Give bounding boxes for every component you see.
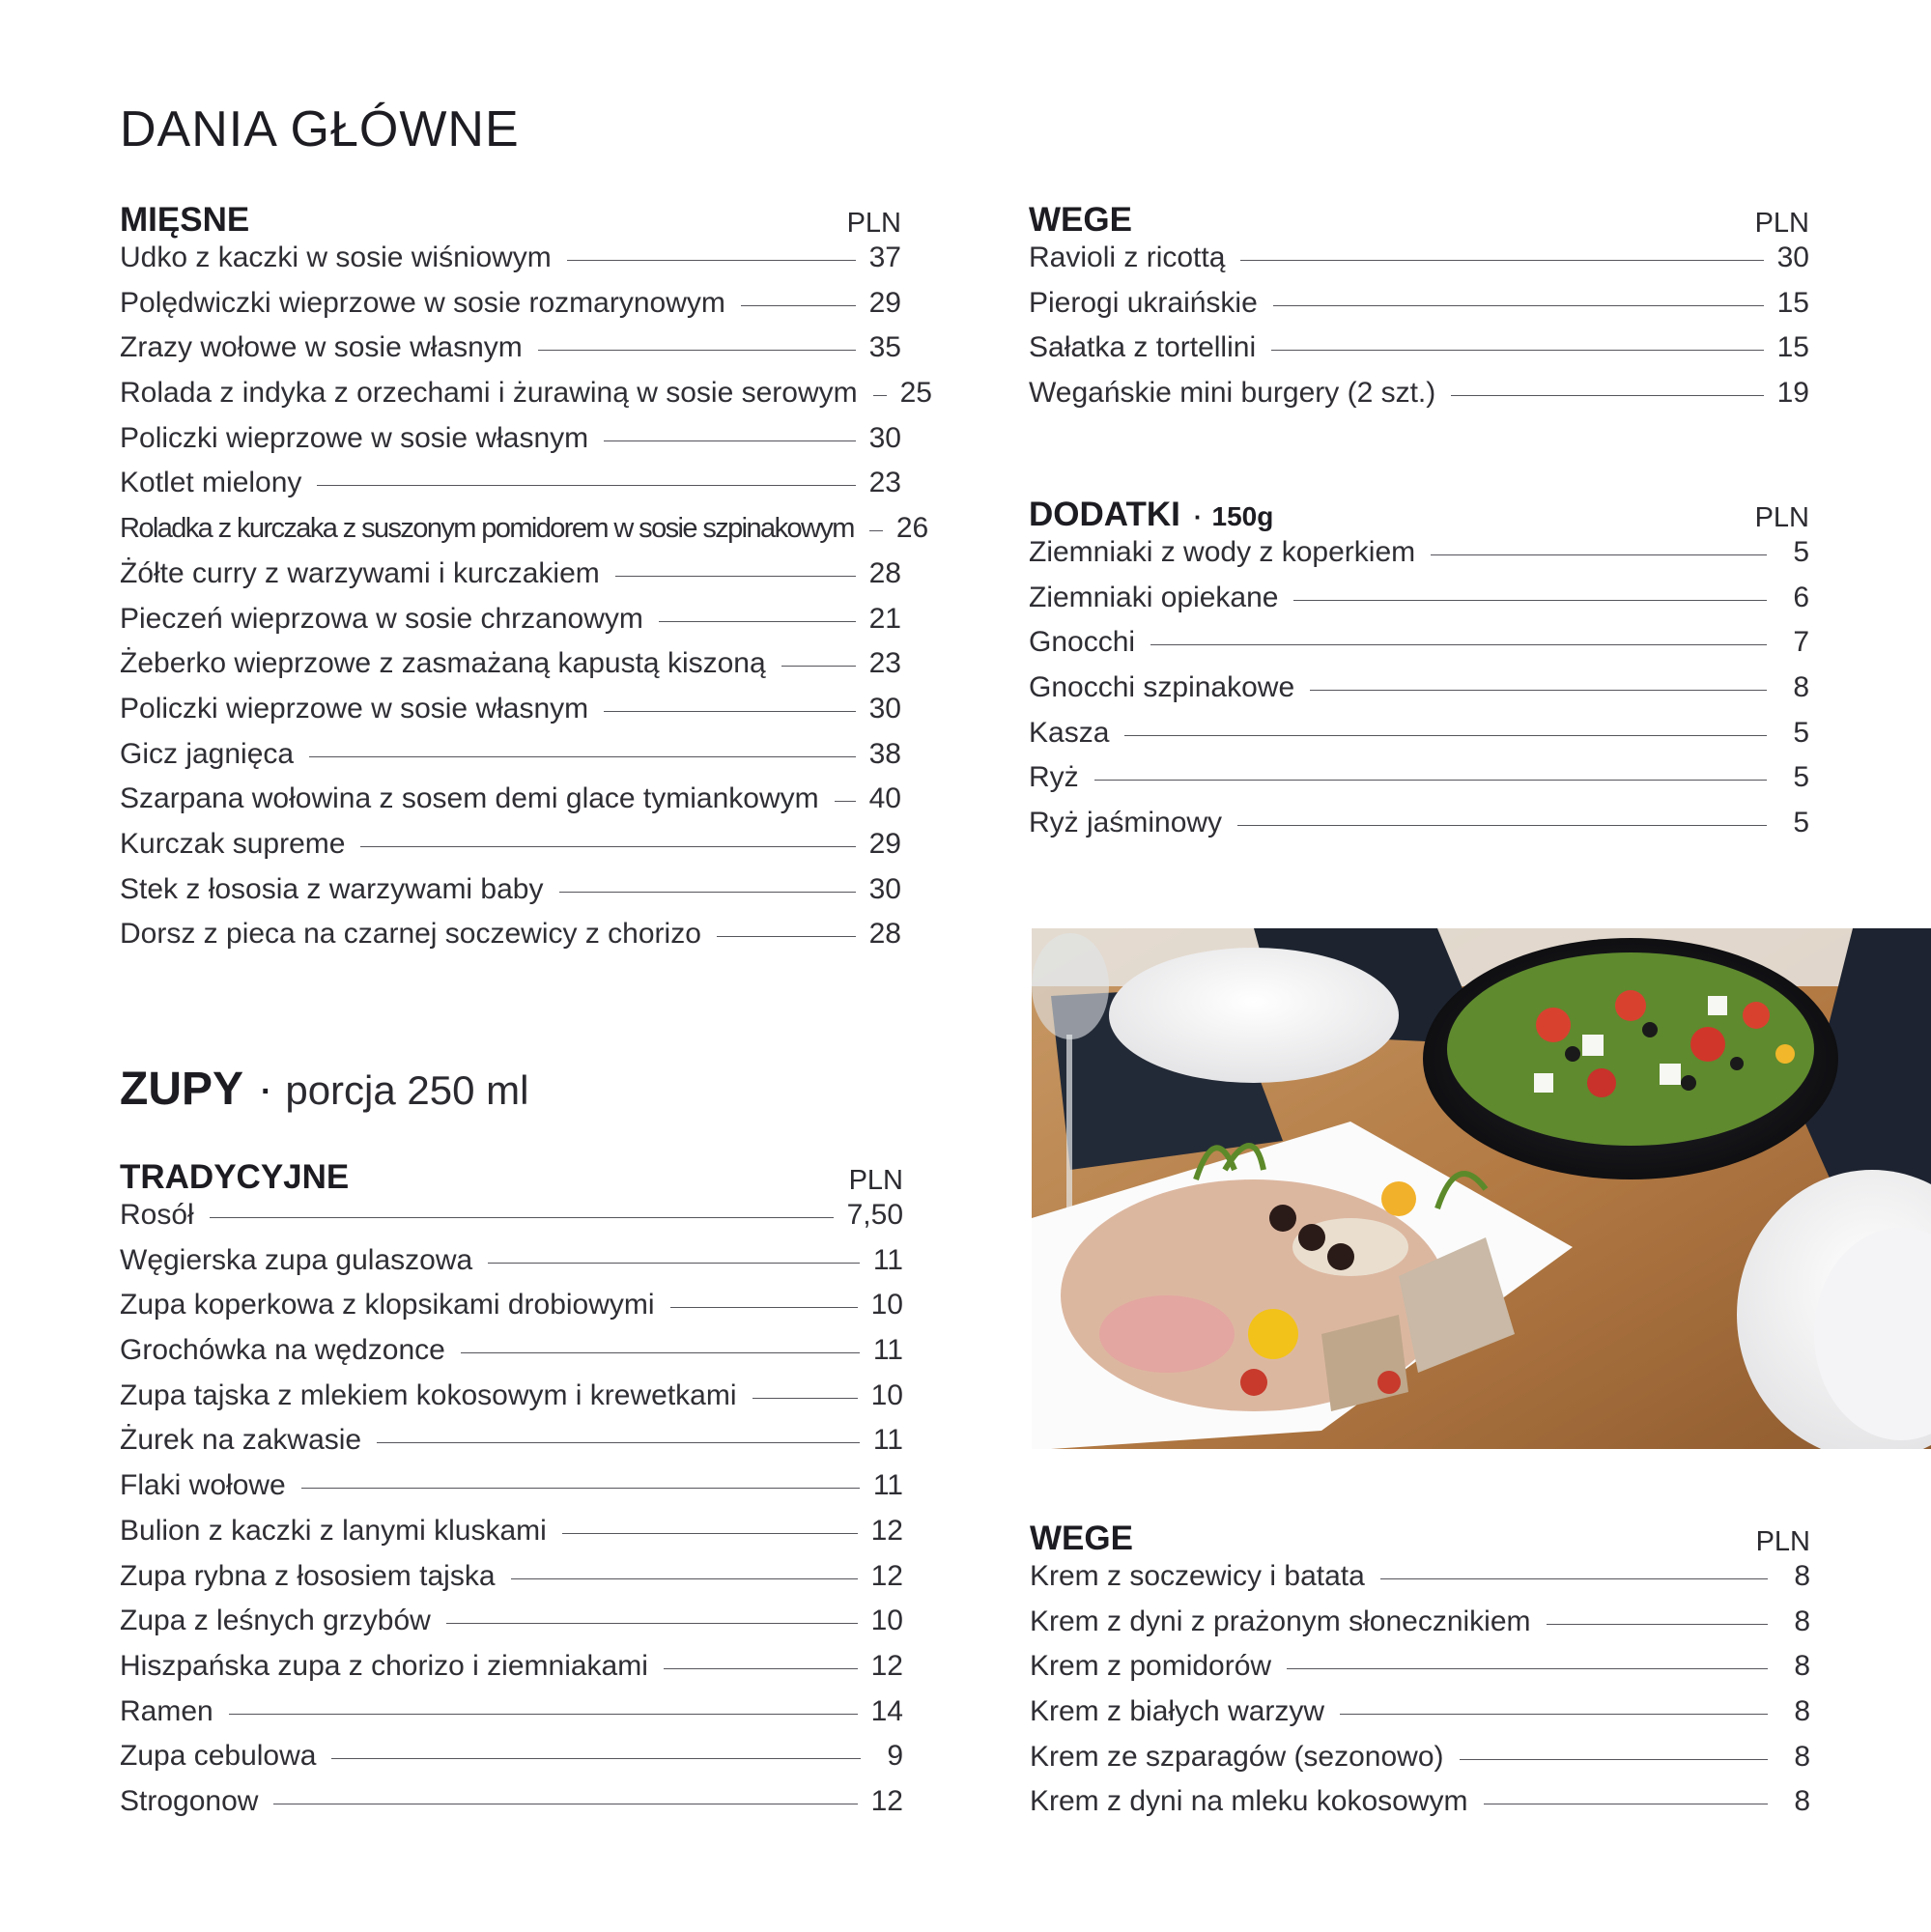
food-photo	[1032, 928, 1931, 1449]
menu-item-row	[120, 918, 901, 963]
dish-price: 29	[868, 286, 901, 319]
dotted-leader	[781, 666, 856, 667]
menu-item-row	[1030, 1560, 1810, 1605]
vegetarian-main-section	[1029, 195, 1809, 422]
menu-item-row	[1030, 1695, 1810, 1741]
dish-price: 8	[1794, 1650, 1810, 1683]
dotted-leader	[1237, 825, 1767, 826]
currency-label: PLN	[846, 208, 901, 239]
dish-price: 10	[870, 1378, 903, 1411]
dotted-leader	[604, 440, 855, 441]
dish-price: 38	[868, 737, 901, 770]
menu-item-row	[1029, 331, 1809, 377]
dish-price: 30	[1776, 242, 1809, 273]
menu-item-row	[1029, 287, 1809, 332]
menu-item-row	[120, 1244, 903, 1290]
dish-name: Ravioli z ricottą	[1029, 242, 1226, 273]
dish-name: Zupa rybna z łososiem tajska	[120, 1559, 496, 1592]
menu-item-row	[120, 603, 901, 648]
vegetarian-soups-header	[1030, 1514, 1810, 1558]
dish-name: Stek z łososia z warzywami baby	[120, 872, 544, 905]
menu-item-row	[1029, 807, 1809, 852]
separator-dot: ·	[261, 1072, 272, 1110]
dish-price: 9	[887, 1740, 903, 1773]
dish-name: Krem z pomidorów	[1030, 1650, 1272, 1683]
dish-price: 8	[1794, 1605, 1810, 1637]
dish-name: Udko z kaczki w sosie wiśniowym	[120, 242, 552, 273]
menu-item-row	[120, 1785, 903, 1831]
menu-item-row	[120, 828, 901, 873]
dotted-leader	[873, 395, 887, 396]
dish-price: 30	[868, 872, 901, 905]
dish-name: Krem z dyni na mleku kokosowym	[1030, 1785, 1468, 1818]
dotted-leader	[562, 1533, 858, 1534]
dotted-leader	[488, 1263, 860, 1264]
dish-name: Szarpana wołowina z sosem demi glace tymiankowym	[120, 782, 819, 815]
menu-item-row	[1029, 242, 1809, 287]
dish-price: 30	[868, 692, 901, 724]
dish-price: 15	[1776, 286, 1809, 319]
dish-name: Rosół	[120, 1199, 194, 1231]
soups-section-title	[120, 1063, 528, 1116]
menu-item-row	[1029, 761, 1809, 807]
menu-item-row	[120, 1650, 903, 1695]
dish-price: 11	[872, 1334, 903, 1367]
menu-item-row	[120, 422, 901, 468]
dish-name: Gicz jagnięca	[120, 737, 295, 770]
dish-name: Żółte curry z warzywami i kurczakiem	[120, 556, 600, 589]
menu-item-row	[120, 1740, 903, 1785]
currency-label: PLN	[848, 1165, 903, 1196]
dish-price: 15	[1776, 331, 1809, 364]
dotted-leader	[309, 756, 856, 757]
menu-item-row	[120, 873, 901, 919]
dish-price: 8	[1794, 1560, 1810, 1592]
dish-name: Pierogi ukraińskie	[1029, 286, 1258, 319]
menu-item-row	[1030, 1785, 1810, 1831]
dish-price: 25	[899, 377, 932, 410]
dish-name: Ramen	[120, 1694, 213, 1727]
dotted-leader	[1240, 260, 1763, 261]
section-heading: TRADYCYJNE	[120, 1158, 350, 1196]
menu-item-row	[1030, 1650, 1810, 1695]
dotted-leader	[1431, 554, 1767, 555]
dish-price: 11	[872, 1243, 903, 1276]
section-heading: WEGE	[1030, 1520, 1133, 1557]
menu-item-row	[1029, 717, 1809, 762]
dish-price: 19	[1776, 377, 1809, 410]
dotted-leader	[1271, 350, 1764, 351]
dish-price: 5	[1793, 536, 1809, 568]
dotted-leader	[1293, 600, 1767, 601]
dish-name: Dorsz z pieca na czarnej soczewicy z chorizo	[120, 918, 701, 951]
currency-label: PLN	[1754, 208, 1809, 239]
portion-size: porcja 250 ml	[285, 1067, 529, 1113]
dotted-leader	[1150, 644, 1767, 645]
dotted-leader	[538, 350, 856, 351]
dotted-leader	[331, 1758, 861, 1759]
dish-name: Bulion z kaczki z lanymi kluskami	[120, 1514, 547, 1547]
menu-item-row	[1029, 377, 1809, 422]
dish-name: Sałatka z tortellini	[1029, 331, 1257, 364]
dish-name: Krem z białych warzyw	[1030, 1695, 1325, 1728]
dish-name: Ryż jaśminowy	[1029, 807, 1223, 839]
dish-name: Ryż	[1029, 761, 1079, 794]
dotted-leader	[559, 892, 856, 893]
dish-price: 7,50	[846, 1199, 903, 1231]
menu-item-row	[120, 467, 901, 512]
dotted-leader	[741, 305, 856, 306]
dotted-leader	[659, 621, 856, 622]
dotted-leader	[567, 260, 856, 261]
dish-price: 37	[868, 242, 901, 273]
dotted-leader	[604, 711, 855, 712]
dotted-leader	[317, 485, 855, 486]
dish-price: 11	[872, 1424, 903, 1457]
dish-name: Krem z soczewicy i batata	[1030, 1560, 1365, 1592]
dish-price: 40	[868, 782, 901, 815]
dish-name: Policzki wieprzowe w sosie własnym	[120, 692, 589, 724]
menu-item-row	[120, 738, 901, 783]
dish-name: Ziemniaki z wody z koperkiem	[1029, 536, 1416, 568]
dish-name: Żeberko wieprzowe z zasmażaną kapustą kiszoną	[120, 647, 766, 680]
dish-name: Wegańskie mini burgery (2 szt.)	[1029, 377, 1436, 410]
menu-item-row	[120, 782, 901, 828]
currency-label: PLN	[1754, 502, 1809, 533]
dish-name: Węgierska zupa gulaszowa	[120, 1243, 473, 1276]
dish-price: 35	[868, 331, 901, 364]
section-heading: MIĘSNE	[120, 201, 250, 239]
dotted-leader	[664, 1668, 858, 1669]
menu-item-row	[120, 1334, 903, 1379]
dotted-leader	[1094, 780, 1767, 781]
dish-price: 26	[895, 512, 929, 545]
dish-name: Gnocchi	[1029, 626, 1136, 659]
dish-price: 5	[1793, 761, 1809, 794]
menu-item-row	[120, 1469, 903, 1515]
dish-name: Roladka z kurczaka z suszonym pomidorem w sosie szpinakowym	[120, 513, 854, 545]
dish-name: Grochówka na wędzonce	[120, 1334, 445, 1367]
food-photo-illustration	[1032, 928, 1931, 1449]
vegetarian-soups-list	[1030, 1560, 1810, 1831]
dish-name: Rolada z indyka z orzechami i żurawiną w sosie serowym	[120, 377, 858, 410]
dish-price: 12	[870, 1649, 903, 1682]
dotted-leader	[835, 801, 856, 802]
dish-price: 14	[870, 1694, 903, 1727]
dish-price: 29	[868, 827, 901, 860]
menu-item-row	[120, 1605, 903, 1650]
dish-price: 7	[1793, 626, 1809, 659]
vegetarian-soups-section	[1030, 1514, 1810, 1831]
dish-price: 12	[870, 1784, 903, 1817]
dish-name: Kurczak supreme	[120, 827, 346, 860]
dotted-leader	[717, 936, 856, 937]
dotted-leader	[1340, 1714, 1768, 1715]
dish-price: 5	[1793, 807, 1809, 839]
dotted-leader	[615, 576, 856, 577]
dish-price: 28	[868, 556, 901, 589]
dotted-leader	[1451, 395, 1763, 396]
dish-price: 10	[870, 1289, 903, 1321]
dish-price: 10	[870, 1605, 903, 1637]
vegetarian-main-list	[1029, 242, 1809, 422]
section-heading: WEGE	[1029, 201, 1132, 239]
dotted-leader	[753, 1398, 858, 1399]
meat-dishes-list	[120, 242, 932, 963]
menu-item-row	[120, 1695, 903, 1741]
dish-name: Krem ze szparagów (sezonowo)	[1030, 1740, 1444, 1773]
side-dishes-list	[1029, 536, 1809, 852]
dotted-leader	[511, 1578, 858, 1579]
menu-item-row	[120, 693, 901, 738]
menu-item-row	[120, 557, 901, 603]
soups-title: ZUPY	[120, 1064, 244, 1115]
menu-item-row	[1029, 582, 1809, 627]
dotted-leader	[446, 1623, 858, 1624]
dotted-leader	[1547, 1624, 1768, 1625]
traditional-soups-section	[120, 1152, 903, 1831]
currency-label: PLN	[1755, 1526, 1810, 1557]
dotted-leader	[1287, 1668, 1768, 1669]
dish-name: Zupa tajska z mlekiem kokosowym i krewetkami	[120, 1378, 737, 1411]
traditional-soups-header	[120, 1152, 903, 1197]
menu-item-row	[120, 512, 929, 557]
dish-price: 8	[1794, 1740, 1810, 1773]
menu-item-row	[120, 377, 932, 422]
dish-name: Hiszpańska zupa z chorizo i ziemniakami	[120, 1649, 648, 1682]
meat-dishes-header	[120, 195, 901, 240]
dish-name: Żurek na zakwasie	[120, 1424, 362, 1457]
menu-item-row	[120, 647, 901, 693]
dish-price: 8	[1794, 1785, 1810, 1818]
menu-item-row	[120, 1289, 903, 1334]
dotted-leader	[377, 1442, 860, 1443]
dish-name: Zupa z leśnych grzybów	[120, 1605, 431, 1637]
dish-name: Ziemniaki opiekane	[1029, 581, 1279, 613]
menu-item-row	[120, 1199, 903, 1244]
dotted-leader	[1380, 1578, 1768, 1579]
dish-price: 12	[870, 1514, 903, 1547]
portion-size: 150g	[1211, 501, 1274, 531]
menu-item-row	[1029, 536, 1809, 582]
dotted-leader	[461, 1352, 860, 1353]
side-dishes-header	[1029, 490, 1809, 534]
dish-price: 21	[868, 602, 901, 635]
dotted-leader	[360, 846, 855, 847]
page-title: DANIA GŁÓWNE	[120, 101, 520, 157]
dish-name: Zrazy wołowe w sosie własnym	[120, 331, 523, 364]
dish-name: Strogonow	[120, 1784, 259, 1817]
dish-price: 5	[1793, 716, 1809, 749]
dotted-leader	[670, 1307, 858, 1308]
dish-name: Zupa cebulowa	[120, 1740, 317, 1773]
dotted-leader	[869, 530, 883, 531]
dish-price: 23	[868, 647, 901, 680]
side-dishes-section	[1029, 490, 1809, 852]
dish-name: Zupa koperkowa z klopsikami drobiowymi	[120, 1289, 655, 1321]
menu-item-row	[120, 242, 901, 287]
dotted-leader	[1460, 1759, 1768, 1760]
dish-name: Kasza	[1029, 716, 1110, 749]
section-heading-text: DODATKI	[1029, 496, 1180, 533]
dotted-leader	[1310, 690, 1767, 691]
dish-price: 11	[872, 1469, 903, 1502]
menu-item-row	[1030, 1741, 1810, 1786]
dotted-leader	[210, 1217, 834, 1218]
traditional-soups-list	[120, 1199, 903, 1831]
menu-item-row	[120, 1560, 903, 1605]
dish-price: 28	[868, 918, 901, 951]
dish-name: Flaki wołowe	[120, 1469, 286, 1502]
menu-item-row	[1030, 1605, 1810, 1651]
menu-item-row	[120, 1379, 903, 1425]
dish-price: 8	[1793, 671, 1809, 704]
menu-item-row	[1029, 671, 1809, 717]
menu-item-row	[120, 331, 901, 377]
dotted-leader	[229, 1714, 858, 1715]
dish-name: Gnocchi szpinakowe	[1029, 671, 1295, 704]
dish-price: 6	[1793, 581, 1809, 613]
dish-price: 8	[1794, 1695, 1810, 1728]
dish-price: 23	[868, 467, 901, 499]
section-heading	[1029, 496, 1273, 534]
dish-name: Polędwiczki wieprzowe w sosie rozmarynowym	[120, 286, 725, 319]
dish-name: Pieczeń wieprzowa w sosie chrzanowym	[120, 602, 643, 635]
dish-name: Kotlet mielony	[120, 467, 302, 499]
menu-item-row	[120, 287, 901, 332]
menu-item-row	[120, 1424, 903, 1469]
meat-dishes-section	[120, 195, 932, 963]
vegetarian-main-header	[1029, 195, 1809, 240]
dish-name: Policzki wieprzowe w sosie własnym	[120, 421, 589, 454]
dotted-leader	[1273, 305, 1764, 306]
dotted-leader	[1124, 735, 1767, 736]
dish-price: 30	[868, 421, 901, 454]
separator-dot: ·	[1193, 502, 1203, 531]
dotted-leader	[301, 1488, 860, 1489]
dish-name: Krem z dyni z prażonym słonecznikiem	[1030, 1605, 1531, 1637]
dish-price: 12	[870, 1559, 903, 1592]
menu-item-row	[120, 1515, 903, 1560]
menu-item-row	[1029, 626, 1809, 671]
